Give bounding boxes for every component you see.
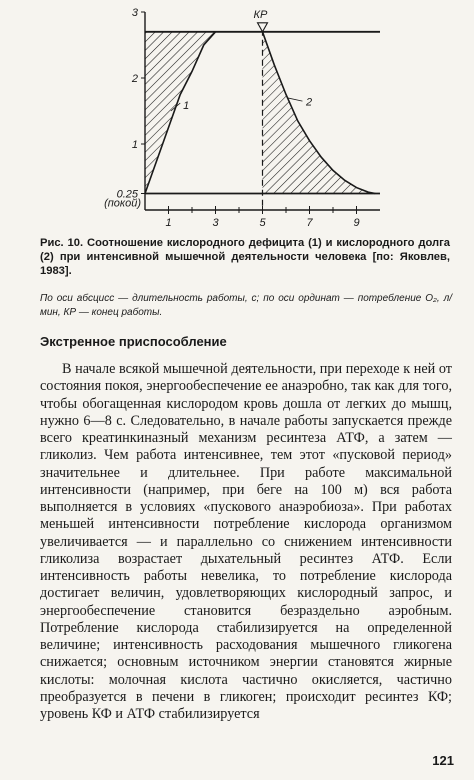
x-tick-label-9: 9: [353, 217, 360, 229]
y-tick-label-rest-note: (покой): [104, 197, 141, 210]
section-heading: Экстренное приспособление: [40, 334, 227, 349]
curve-2-label: 2: [305, 96, 313, 109]
y-tick-label-3: 0.25: [116, 188, 138, 201]
x-tick-label-3: 3: [212, 217, 219, 229]
deficit-area: [145, 32, 216, 194]
y-tick-label-2: 1: [131, 139, 138, 151]
x-tick-label-5: 5: [259, 217, 266, 229]
end-of-work-triangle: [258, 23, 268, 32]
axis-note: По оси абсцисс — длительность работы, с; по оси ординат — потребление O₂, л/мин, КР — конец работы.: [40, 293, 452, 318]
y-tick-label-0: 3: [131, 7, 138, 19]
oxygen-chart: [0, 0, 474, 232]
y-tick-label-1: 2: [131, 73, 138, 85]
body-paragraph: В начале всякой мышечной деятельности, при переходе к ней от состояния покоя, энергообеспечение ее анаэробно, так как для того, чтобы обогащенная кислородом кровь дошла от легких до мышц, нужно 6—8 с. Следовательно, в начале работы запускается прежде всего креатинкиназный механизм ресинтеза АТФ, а затем — гликолиз. Чем работа интенсивнее, тем этот «пусковой период» значительнее и длительнее. При работе максимальной интенсивности (например, при беге на 100 м) вся работа выполняется в условиях «пускового анаэробиоза». При работах меньшей интенсивности потребление кислорода организмом увеличивается — и параллельно со снижением интенсивности гликолиза возрастает дыхательный ресинтез АТФ. Если интенсивность работы невелика, то потребление кислорода достигает величин, удовлетворяющих кислородный запрос, и энергообеспечение становится безраздельно аэробным. Потребление кислорода стабилизируется на определенной величине; интенсивность расходования мышечного гликогена снижается; основным источником энергии становятся жирные кислоты: молочная кислота частично окисляется, частично преобразуется в печени в гликоген; происходит ресинтез КФ; уровень КФ и АТФ стабилизируется: [40, 361, 452, 722]
curve-1-label: 1: [183, 100, 190, 113]
x-tick-label-1: 1: [165, 217, 172, 229]
debt-area: [263, 32, 376, 194]
figure-caption: Рис. 10. Соотношение кислородного дефицита (1) и кислородного долга (2) при интенсивной мышечной деятельности человека [по: Яковлев, 1983].: [40, 237, 450, 277]
end-of-work-label: КР: [253, 8, 268, 21]
page-number: 121: [432, 753, 454, 768]
x-tick-label-7: 7: [306, 217, 313, 229]
